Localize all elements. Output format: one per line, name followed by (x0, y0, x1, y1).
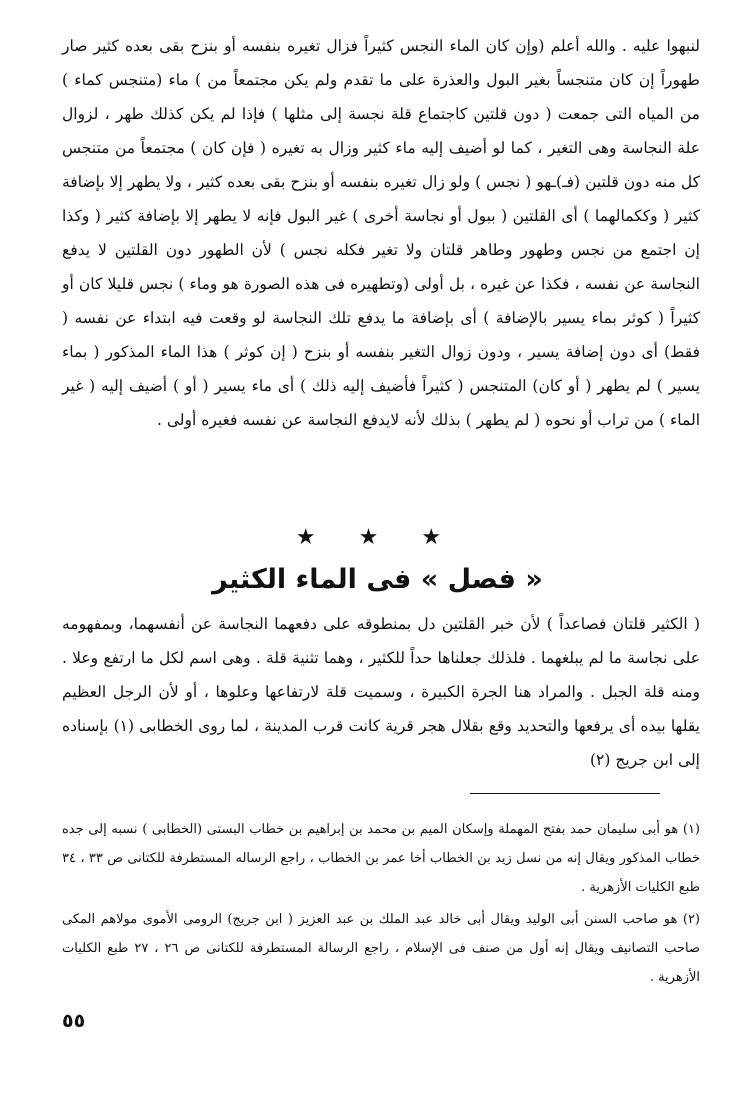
section-paragraph: ( الكثير قلتان فصاعداً ) لأن خبر القلتين دل بمنطوقه على دفعهما النجاسة عن أنفسهما، وبمفهومه على نجاسة ما لم يبلغهما . فلذلك جعلناها حداً للكثير ، وهما تثنية قلة . وهى اسم لكل ما ارتفع وعلا . ومنه قلة الجبل . والمراد هنا الجرة الكبيرة ، وسميت قلة لارتفاعها وعلوها ، أو لأن الرجل العظيم يقلها بيده أى يرفعها والتحديد وقع بقلال هجر قرية كانت قرب المدينة ، لما روى الخطابى (١) بإسناده إلى ابن جريج (٢) (62, 615, 700, 769)
page-number: ٥٥ (62, 1010, 86, 1032)
footnote-divider (470, 793, 660, 794)
section-separator-stars: ★ ★ ★ (295, 525, 460, 550)
footnotes-block (62, 815, 700, 992)
body-paragraph: لنبهوا عليه . والله أعلم (وإن كان الماء النجس كثيراً فزال تغيره بنفسه أو بنزح بقى بعده كثير صار طهوراً إن كان متنجساً بغير البول والعذرة على ما تقدم ولم يكن مجتمعاً من ) ماء (متنجس كماء ) من المياه التى جمعت ( دون قلتين كاجتماع قلة نجسة إلى مثلها ) فإذا لم يكن كذلك طهر ، لزوال علة النجاسة وهى التغير ، كما لو أضيف إليه ماء كثير وزال به تغيره ( فإن كان ) مجتمعاً من متنجس كل منه دون قلتين (فـ)ـهو ( نجس ) ولو زال تغيره بنفسه أو بنزح بقى بعده كثير ، ولا يطهر إلا بإضافة كثير ( وككمالهما ) أى القلتين ( ببول أو نجاسة أخرى ) غير البول فإنه لا يطهر إلا بإضافة كثير ( وكذا إن اجتمع من نجس وطهور وطاهر قلتان ولا تغير فكله نجس ) لأن الطهور دون القلتين لا يدفع النجاسة عن نفسه ، فكذا عن غيره ، بل أولى (وتطهيره فى هذه الصورة هو وماء ) نجس قليلا كان أو كثيراً ( كوثر بماء يسير بالإضافة ) أى بإضافة ما يدفع تلك النجاسة لو وقعت فيه ابتداء عن نفسه ( فقط) أى دون إضافة يسير ، ودون زوال التغير بنفسه أو بنزح ( إن كوثر ) هذا الماء المذكور ( بماء يسير ) لم يطهر ( أو كان) المتنجس ( كثيراً فأضيف إليه ذلك ) أى ماء يسير ( أو ) أضيف إليه ( غير الماء ) من تراب أو نحوه ( لم يطهر ) بذلك لأنه لايدفع النجاسة عن نفسه فغيره أولى . (62, 37, 700, 429)
section-heading: « فصل » فى الماء الكثير (212, 564, 543, 595)
footnote-2: (٢) هو صاحب السنن أبى الوليد ويقال أبى خالد عبد الملك بن عبد العزيز ( ابن جريج) الرومى الأموى مولاهم المكى صاحب التصانيف ويقال إنه أول من صنف فى الإسلام ، راجع الرسالة المستطرفة للكتانى ص ٢٦ ، ٢٧ طبع الكليات الأزهرية . (62, 912, 700, 985)
footnote-1: (١) هو أبى سليمان حمد بفتح المهملة وإسكان الميم بن محمد بن إبراهيم بن خطاب البستى (الخطابى ) نسبه إلى جده خطاب المذكور ويقال إنه من نسل زيد بن الخطاب أخا عمر بن الخطاب ، راجع الرساله المستطرفة للكتانى ص ٣٣ ، ٣٤ طبع الكليات الأزهرية . (62, 822, 700, 895)
section-text-block (62, 607, 700, 777)
main-text-block (62, 29, 700, 437)
